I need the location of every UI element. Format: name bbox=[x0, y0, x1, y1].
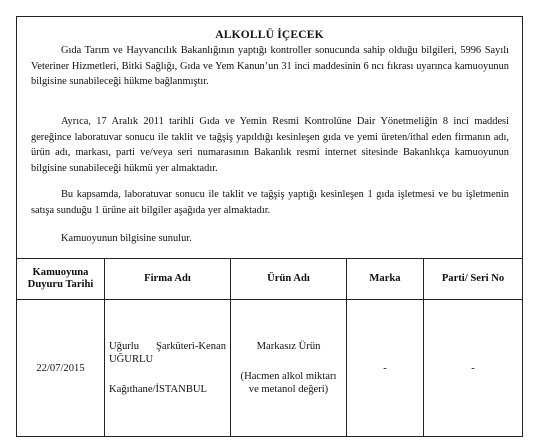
company-address: Kağıthane/İSTANBUL bbox=[109, 384, 208, 395]
cell-lot-serial: - bbox=[424, 300, 523, 437]
product-table bbox=[16, 258, 523, 437]
cell-brand: - bbox=[347, 300, 424, 437]
paragraph-closing: Kamuoyunun bilgisine sunulur. bbox=[61, 233, 192, 244]
header-announcement-date: Kamuoyuna Duyuru Tarihi bbox=[17, 259, 105, 300]
table-header-row bbox=[17, 259, 523, 300]
cell-announcement-date: 22/07/2015 bbox=[17, 300, 105, 437]
table-row bbox=[17, 300, 523, 437]
product-note: (Hacmen alkol miktarı ve metanol değeri) bbox=[240, 371, 337, 395]
product-name: Markasız Ürün bbox=[256, 341, 321, 352]
company-name-line1: Uğurlu Şarküteri-Kenan bbox=[109, 341, 226, 352]
cell-company bbox=[105, 300, 231, 437]
paragraph-legal-basis: Gıda Tarım ve Hayvancılık Bakanlığının yaptığı kontroller sonucunda sahip olduğu bilgileri, 5996 Sayılı Veteriner Hizmetleri, Bitki Sağlığı, Gıda ve Yem Kanun’un 31 inci maddesinin 6 ncı fıkrası uyarınca kamuoyunun bilgisine sunabileceği hükme bağlanmıştır. bbox=[31, 45, 509, 87]
cell-product bbox=[231, 300, 347, 437]
header-brand: Marka bbox=[347, 259, 424, 300]
document-title: ALKOLLÜ İÇECEK bbox=[215, 29, 324, 41]
header-company-name: Firma Adı bbox=[105, 259, 231, 300]
header-product-name: Ürün Adı bbox=[231, 259, 347, 300]
paragraph-scope: Bu kapsamda, laboratuvar sonucu ile taklit ve tağşiş yaptığı kesinleşen 1 gıda işletmesi ve bu işletmenin satışa sunduğu 1 ürüne ait bilgiler aşağıda yer almaktadır. bbox=[31, 189, 509, 216]
paragraph-regulation: Ayrıca, 17 Aralık 2011 tarihli Gıda ve Yemin Resmi Kontrolüne Dair Yönetmeliğin 8 inci maddesi gereğince laboratuvar sonucu ile taklit ve tağşiş yapıldığı kesinleşen gıda ve yemi üreten/ithal eden firmanın adı, ürün adı, markası, parti ve/veya seri numarasının Bakanlık resmi internet sitesinde Bakanlıkça kamuoyunun bilgisine sunabileceği hükmü yer almaktadır. bbox=[31, 116, 509, 174]
header-lot-serial: Parti/ Seri No bbox=[424, 259, 523, 300]
document-frame bbox=[16, 16, 523, 437]
company-name-line2: UĞURLU bbox=[109, 354, 154, 365]
